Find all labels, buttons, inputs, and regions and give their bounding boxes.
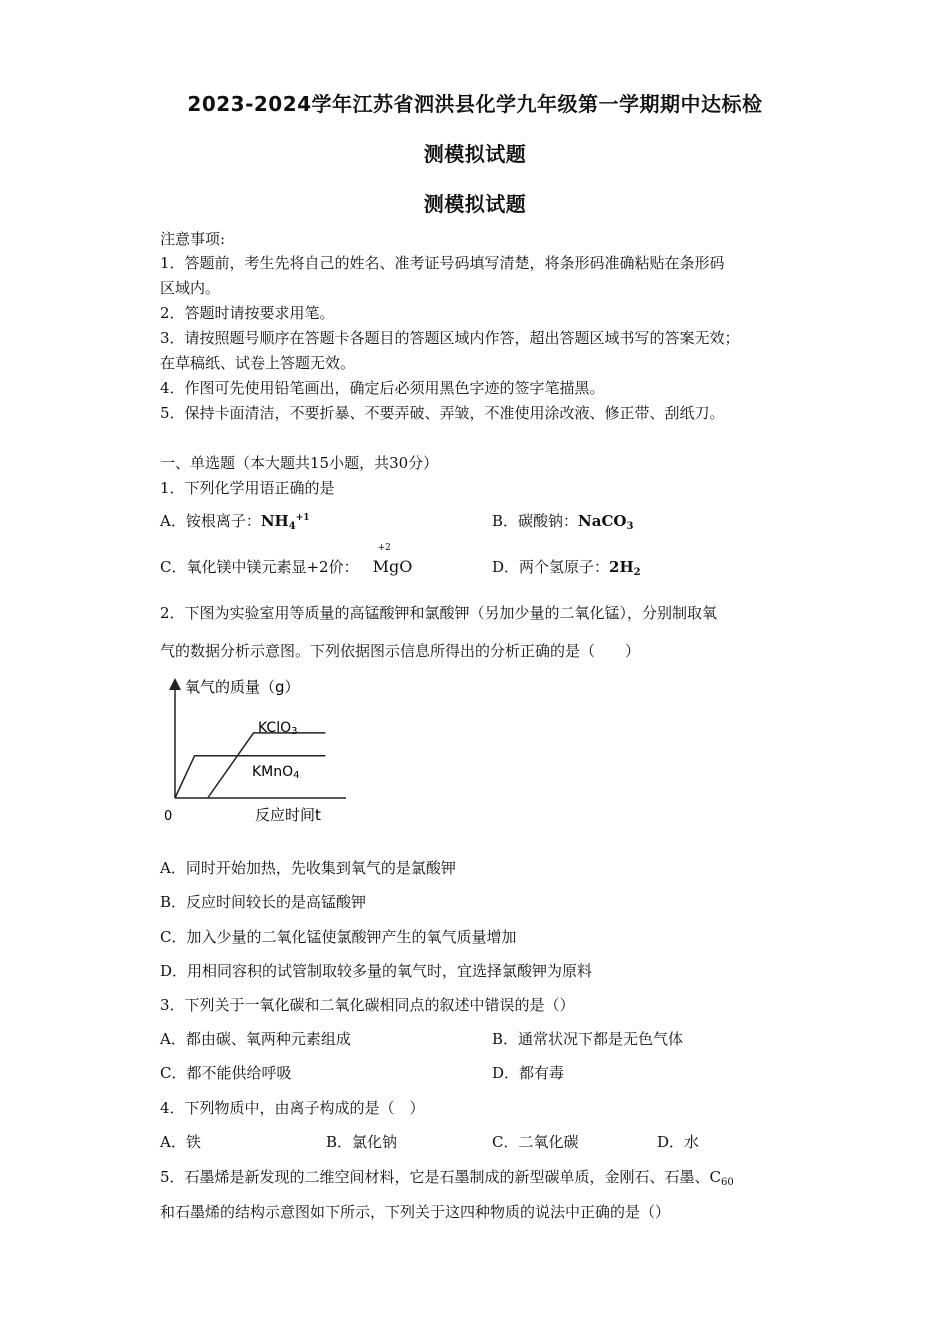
q1-option-a-formula: NH <box>260 512 289 530</box>
page-title-line2: 测模拟试题 <box>423 142 527 166</box>
q3-stem: 3．下列关于一氧化碳和二氧化碳相同点的叙述中错误的是（） <box>160 996 575 1014</box>
y-axis-label: 氧气的质量（g） <box>185 678 300 696</box>
series-label-kclo3 <box>258 720 297 737</box>
q1-option-d-label: D．两个氢原子： <box>492 558 610 576</box>
q1-option-a <box>160 510 310 532</box>
x-axis-label: 反应时间t <box>255 806 321 824</box>
q4-option-b: B．氯化钠 <box>326 1133 398 1151</box>
q1-stem: 1．下列化学用语正确的是 <box>160 479 335 497</box>
series-label-kmno4 <box>252 764 300 781</box>
q2-option-d: D．用相同容积的试管制取较多量的氧气时，宜选择氯酸钾为原料 <box>160 962 593 980</box>
series-label-kclo3-main: KClO <box>258 720 292 736</box>
q1-option-c-formula: MgO <box>372 557 413 576</box>
q5-stem-sub: 60 <box>721 1177 734 1188</box>
note-5: 5．保持卡面清洁，不要折暴、不要弄破、弄皱，不准使用涂改液、修正带、刮纸刀。 <box>160 404 725 422</box>
q1-option-b-sub: 3 <box>626 521 634 532</box>
q4-option-c: C．二氧化碳 <box>492 1133 579 1151</box>
q1-option-d-sub: 2 <box>633 567 641 578</box>
q4-stem: 4．下列物质中，由离子构成的是（ ） <box>160 1099 425 1117</box>
q5-stem-text: 5．石墨烯是新发现的二维空间材料，它是石墨制成的新型碳单质，金刚石、石墨、C <box>160 1168 722 1186</box>
q2-stem-cont: 气的数据分析示意图。下列依据图示信息所得出的分析正确的是（ ） <box>160 642 641 660</box>
page-subtitle: 测模拟试题 <box>423 192 527 216</box>
q1-option-d-formula: 2H <box>609 558 634 576</box>
note-3: 3．请按照题号顺序在答题卡各题目的答题区域内作答，超出答题区域书写的答案无效； <box>160 329 740 347</box>
q1-option-b-formula: NaCO <box>578 512 627 530</box>
q1-option-a-sup: +1 <box>295 513 310 523</box>
q3-option-a: A．都由碳、氧两种元素组成 <box>160 1030 351 1048</box>
q3-option-d: D．都有毒 <box>492 1064 565 1082</box>
series-label-kmno4-sub: 4 <box>293 770 300 781</box>
page-title: 2023-2024学年江苏省泗洪县化学九年级第一学期期中达标检 <box>187 92 763 116</box>
q2-option-c: C．加入少量的二氧化锰使氯酸钾产生的氧气质量增加 <box>160 928 517 946</box>
q1-option-a-label: A．铵根离子： <box>160 512 261 530</box>
series-label-kclo3-sub: 3 <box>291 726 298 737</box>
q1-option-c-formula-group <box>372 543 413 576</box>
note-4: 4．作图可先使用铅笔画出，确定后必须用黑色字迹的签字笔描黑。 <box>160 379 605 397</box>
q3-option-c: C．都不能供给呼吸 <box>160 1064 292 1082</box>
note-1-cont: 区域内。 <box>160 279 221 297</box>
q2-option-b: B．反应时间较长的是高锰酸钾 <box>160 893 367 911</box>
series-line-kmno4 <box>175 756 325 798</box>
note-1: 1．答题前，考生先将自己的姓名、准考证号码填写清楚，将条形码准确粘贴在条形码 <box>160 254 725 272</box>
origin-label: 0 <box>164 809 173 824</box>
notes-heading: 注意事项: <box>160 230 226 248</box>
valence-mark: +2 <box>377 543 391 553</box>
q4-option-a: A．铁 <box>160 1133 201 1151</box>
q1-option-b-label: B．碳酸钠： <box>492 512 579 530</box>
q5-stem <box>160 1166 734 1188</box>
q2-stem: 2．下图为实验室用等质量的高锰酸钾和氯酸钾（另加少量的二氧化锰），分别制取氧 <box>160 604 718 622</box>
q4-option-d: D．水 <box>657 1133 700 1151</box>
q1-option-b <box>492 510 633 532</box>
note-3-cont: 在草稿纸、试卷上答题无效。 <box>160 354 356 372</box>
oxygen-mass-chart <box>158 670 358 830</box>
q1-option-c-label: C．氧化镁中镁元素显+2价： <box>160 558 359 576</box>
q2-option-a: A．同时开始加热，先收集到氧气的是氯酸钾 <box>160 859 456 877</box>
q1-option-a-sub: 4 <box>288 521 296 532</box>
note-2: 2．答题时请按要求用笔。 <box>160 304 335 322</box>
series-label-kmno4-main: KMnO <box>252 764 294 780</box>
q1-option-c <box>160 543 413 577</box>
section-heading: 一、单选题（本大题共15小题，共30分） <box>160 454 439 472</box>
q5-stem-cont: 和石墨烯的结构示意图如下所示，下列关于这四种物质的说法中正确的是（） <box>160 1203 671 1221</box>
q1-option-d <box>492 556 641 578</box>
q3-option-b: B．通常状况下都是无色气体 <box>492 1030 684 1048</box>
